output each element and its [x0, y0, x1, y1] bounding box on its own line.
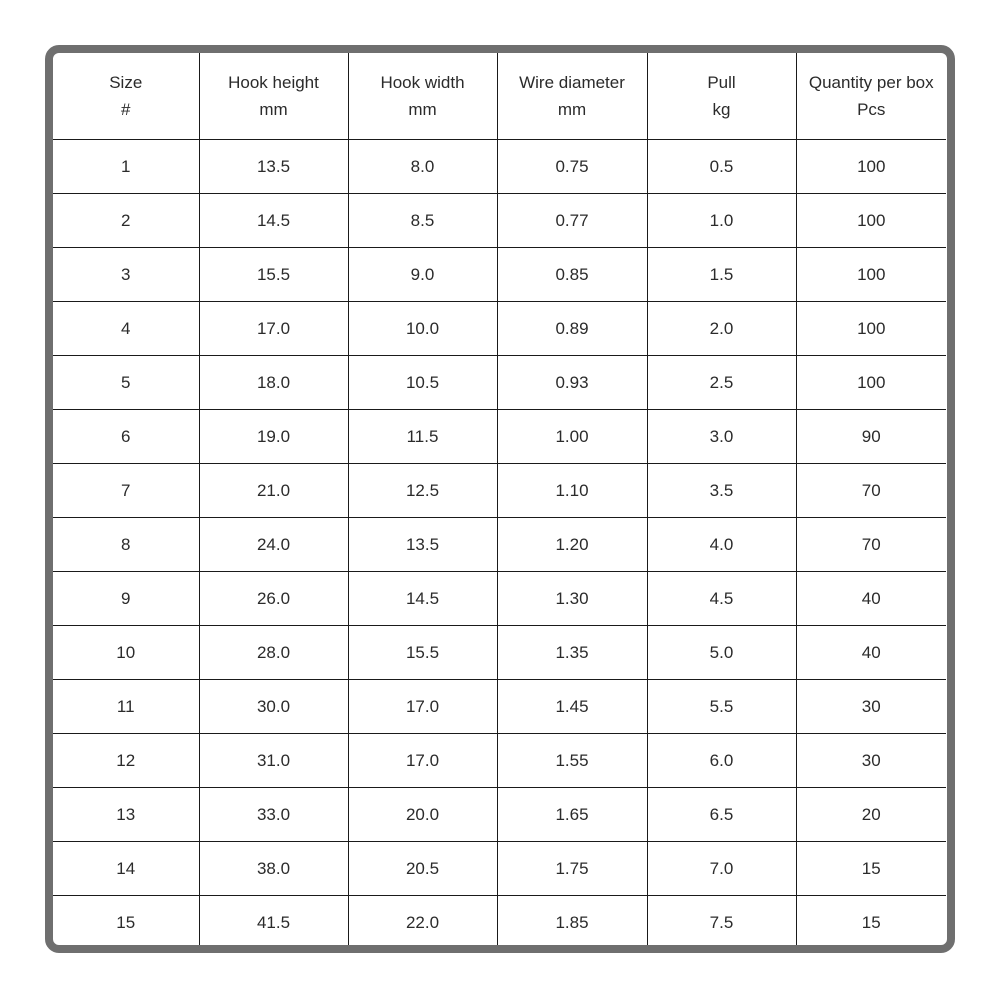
- cell-wire-diameter: 1.20: [497, 518, 647, 572]
- header-label: Pull: [707, 73, 736, 92]
- cell-hook-height: 31.0: [199, 734, 348, 788]
- header-label: Quantity per box: [808, 73, 934, 92]
- cell-size: 11: [53, 680, 199, 734]
- cell-size: 8: [53, 518, 199, 572]
- cell-size: 14: [53, 842, 199, 896]
- table-row: [53, 842, 946, 896]
- header-unit: #: [121, 100, 131, 119]
- cell-wire-diameter: 1.85: [497, 896, 647, 950]
- cell-hook-width: 17.0: [348, 734, 497, 788]
- cell-size: 5: [53, 356, 199, 410]
- cell-pull: 4.0: [647, 518, 796, 572]
- cell-pull: 5.5: [647, 680, 796, 734]
- table-row: [53, 356, 946, 410]
- cell-hook-width: 9.0: [348, 248, 497, 302]
- cell-quantity: 100: [796, 302, 946, 356]
- header-label: Size: [109, 73, 143, 92]
- header-unit: Pcs: [857, 100, 886, 119]
- cell-quantity: 70: [796, 464, 946, 518]
- cell-pull: 6.0: [647, 734, 796, 788]
- cell-wire-diameter: 1.55: [497, 734, 647, 788]
- table-row: [53, 680, 946, 734]
- table-row: [53, 626, 946, 680]
- cell-size: 1: [53, 140, 199, 194]
- table-row: [53, 248, 946, 302]
- cell-wire-diameter: 0.85: [497, 248, 647, 302]
- cell-size: 6: [53, 410, 199, 464]
- cell-size: 13: [53, 788, 199, 842]
- table-row: [53, 302, 946, 356]
- header-row: [53, 53, 946, 140]
- cell-quantity: 15: [796, 842, 946, 896]
- table-row: [53, 896, 946, 950]
- header-hook-width: [348, 53, 497, 140]
- header-label: Wire diameter: [519, 73, 625, 92]
- table-row: [53, 518, 946, 572]
- cell-pull: 2.5: [647, 356, 796, 410]
- cell-pull: 3.5: [647, 464, 796, 518]
- cell-pull: 6.5: [647, 788, 796, 842]
- table-row: [53, 410, 946, 464]
- cell-hook-height: 13.5: [199, 140, 348, 194]
- cell-hook-height: 14.5: [199, 194, 348, 248]
- spec-table-frame: [45, 45, 955, 953]
- cell-quantity: 40: [796, 626, 946, 680]
- header-label: Hook width: [380, 73, 465, 92]
- cell-quantity: 40: [796, 572, 946, 626]
- cell-pull: 2.0: [647, 302, 796, 356]
- cell-hook-width: 13.5: [348, 518, 497, 572]
- table-row: [53, 734, 946, 788]
- cell-quantity: 100: [796, 356, 946, 410]
- cell-quantity: 30: [796, 734, 946, 788]
- cell-hook-width: 22.0: [348, 896, 497, 950]
- cell-pull: 1.0: [647, 194, 796, 248]
- cell-hook-width: 15.5: [348, 626, 497, 680]
- hook-spec-table: [53, 53, 946, 949]
- cell-hook-width: 20.0: [348, 788, 497, 842]
- cell-wire-diameter: 1.00: [497, 410, 647, 464]
- cell-wire-diameter: 1.75: [497, 842, 647, 896]
- table-row: [53, 464, 946, 518]
- cell-pull: 7.0: [647, 842, 796, 896]
- cell-hook-height: 30.0: [199, 680, 348, 734]
- cell-wire-diameter: 0.93: [497, 356, 647, 410]
- cell-size: 3: [53, 248, 199, 302]
- cell-hook-width: 12.5: [348, 464, 497, 518]
- header-unit: kg: [712, 100, 731, 119]
- cell-hook-width: 10.5: [348, 356, 497, 410]
- cell-quantity: 30: [796, 680, 946, 734]
- cell-wire-diameter: 1.45: [497, 680, 647, 734]
- cell-size: 12: [53, 734, 199, 788]
- cell-hook-width: 8.0: [348, 140, 497, 194]
- cell-wire-diameter: 0.77: [497, 194, 647, 248]
- cell-quantity: 15: [861, 912, 881, 932]
- cell-hook-height: 41.5: [199, 896, 348, 950]
- cell-quantity: 70: [796, 518, 946, 572]
- header-unit: mm: [259, 100, 288, 119]
- header-unit: mm: [408, 100, 437, 119]
- cell-quantity: 90: [796, 410, 946, 464]
- table-row: [53, 572, 946, 626]
- cell-size: 4: [53, 302, 199, 356]
- header-label: Hook height: [228, 73, 319, 92]
- cell-hook-width: 11.5: [348, 410, 497, 464]
- cell-hook-width: 20.5: [348, 842, 497, 896]
- cell-size: 15: [53, 896, 199, 950]
- cell-pull: 3.0: [647, 410, 796, 464]
- cell-hook-height: 24.0: [199, 518, 348, 572]
- table-row: [53, 140, 946, 194]
- cell-quantity: 100: [796, 194, 946, 248]
- cell-hook-width: 14.5: [348, 572, 497, 626]
- cell-wire-diameter: 1.65: [497, 788, 647, 842]
- cell-size: 7: [53, 464, 199, 518]
- cell-wire-diameter: 1.30: [497, 572, 647, 626]
- cell-quantity: 100: [796, 140, 946, 194]
- cell-size: 9: [53, 572, 199, 626]
- cell-hook-height: 15.5: [199, 248, 348, 302]
- cell-hook-height: 19.0: [199, 410, 348, 464]
- cell-wire-diameter: 0.75: [497, 140, 647, 194]
- header-size: [53, 53, 199, 140]
- table-body: [53, 140, 946, 950]
- cell-wire-diameter: 0.89: [497, 302, 647, 356]
- cell-pull: 4.5: [647, 572, 796, 626]
- cell-hook-width: 8.5: [348, 194, 497, 248]
- cell-pull: 1.5: [647, 248, 796, 302]
- cell-wire-diameter: 1.10: [497, 464, 647, 518]
- cell-size: 10: [53, 626, 199, 680]
- cell-pull: 7.5: [647, 896, 796, 950]
- cell-hook-height: 17.0: [199, 302, 348, 356]
- cell-hook-height: 28.0: [199, 626, 348, 680]
- cell-quantity: 20: [796, 788, 946, 842]
- table-header: [53, 53, 946, 140]
- header-wire-diameter: [497, 53, 647, 140]
- cell-quantity: 100: [796, 248, 946, 302]
- cell-wire-diameter: 1.35: [497, 626, 647, 680]
- cell-hook-width: 17.0: [348, 680, 497, 734]
- cell-hook-height: 38.0: [199, 842, 348, 896]
- table-row: [53, 788, 946, 842]
- table-row: [53, 194, 946, 248]
- header-quantity-per-box: [796, 53, 946, 140]
- cell-hook-height: 26.0: [199, 572, 348, 626]
- cell-pull: 5.0: [647, 626, 796, 680]
- cell-hook-width: 10.0: [348, 302, 497, 356]
- cell-size: 2: [53, 194, 199, 248]
- cell-hook-height: 33.0: [199, 788, 348, 842]
- header-unit: mm: [557, 100, 587, 119]
- header-hook-height: [199, 53, 348, 140]
- header-pull: [647, 53, 796, 140]
- cell-hook-height: 21.0: [199, 464, 348, 518]
- cell-pull: 0.5: [647, 140, 796, 194]
- cell-hook-height: 18.0: [199, 356, 348, 410]
